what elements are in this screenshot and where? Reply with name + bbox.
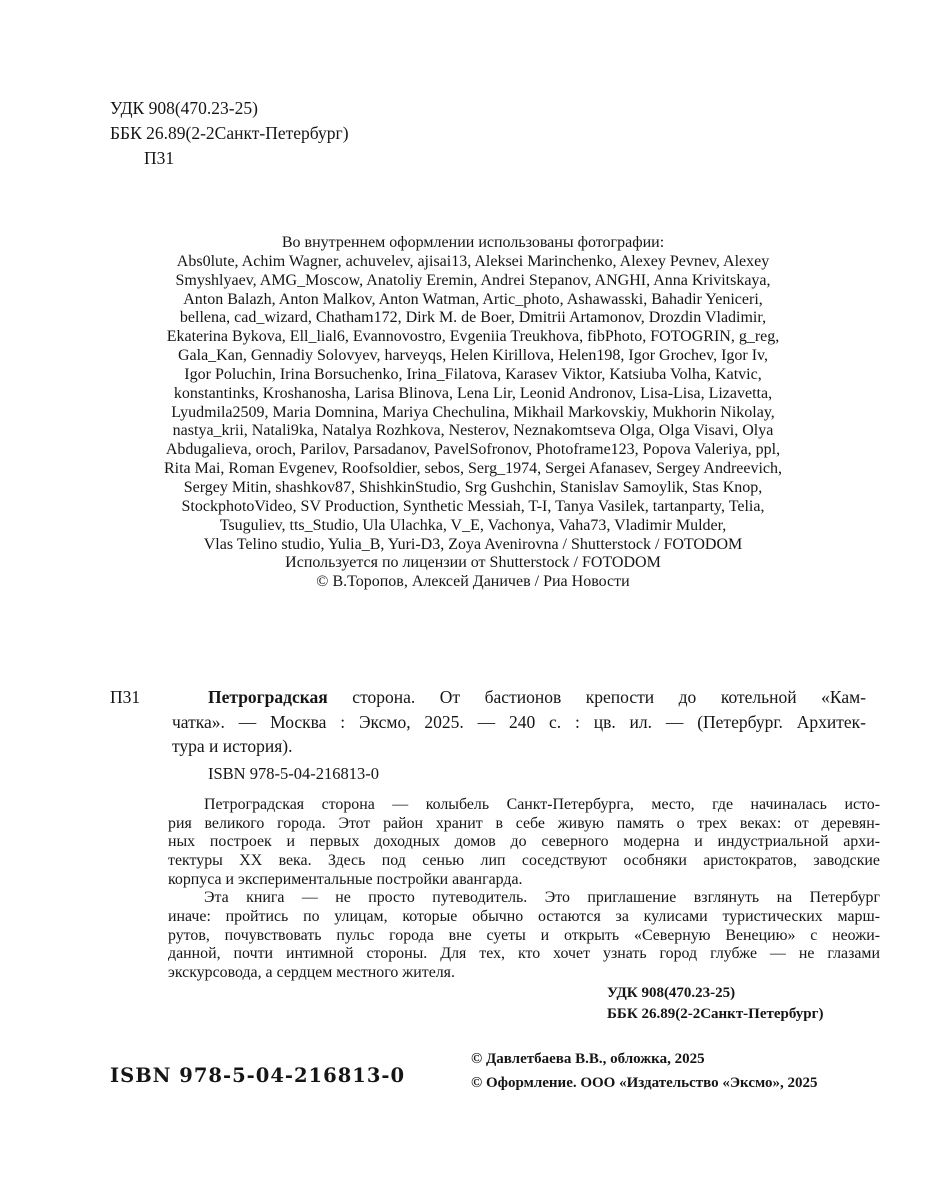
credits-line: Smyshlyaev, AMG_Moscow, Anatoliy Eremin, Andrei Stepanov, ANGHI, Anna Krivitskaya, (175, 271, 771, 289)
credits-line: Igor Poluchin, Irina Borsuchenko, Irina_Filatova, Karasev Viktor, Katsiuba Volha, Katvic, (184, 365, 762, 383)
annotation-line: корпуса и экспериментальные постройки авангарда. (168, 870, 523, 888)
annotation-line: рия великого города. Этот район хранит в себе живую память о трех веках: от деревян- (168, 814, 880, 832)
credits-line: Sergey Mitin, shashkov87, ShishkinStudio, Srg Gushchin, Stanislav Samoylik, Stas Knop, (183, 478, 763, 496)
credits-line: Abdugalieva, oroch, Parilov, Parsadanov, PavelSofronov, Photoframe123, Popova Valeriya, ppl, (165, 441, 781, 459)
credits-line: bellena, cad_wizard, Chatham172, Dirk M. de Boer, Dmitrii Artamonov, Drozdin Vladimir, (179, 309, 767, 327)
bibliographic-entry (110, 685, 866, 759)
entry-line-3: тура и история). (172, 736, 293, 757)
credits-line: Rita Mai, Roman Evgenev, Roofsoldier, sebos, Serg_1974, Sergei Afanasev, Sergey Andreevich, (163, 460, 783, 478)
entry-line-1 (172, 685, 866, 710)
credits-line: Abs0lute, Achim Wagner, achuvelev, ajisai13, Aleksei Marinchenko, Alexey Pevnev, Alexey (176, 252, 770, 270)
annotation-line: Петроградская сторона — колыбель Санкт-Петербурга, место, где начиналась исто- (204, 796, 880, 813)
annotation-block (168, 796, 880, 983)
credits-line: Gala_Kan, Gennadiy Solovyev, harveyqs, Helen Kirillova, Helen198, Igor Grochev, Igor Iv, (177, 347, 769, 365)
footer-isbn: ISBN 978-5-04-216813-0 (110, 1064, 406, 1087)
cataloguing-block (110, 96, 349, 171)
credits-heading: Во внутреннем оформлении использованы фотографии: (281, 234, 665, 251)
annotation-line: Эта книга — не просто путеводитель. Это приглашение взглянуть на Петербург (204, 889, 880, 907)
copyright-cover-line: © Давлетбаева В.В., обложка, 2025 (471, 1051, 705, 1067)
credits-copyright-line: © В.Торопов, Алексей Даничев / Риа Новости (316, 573, 630, 591)
annotation-line: данной, почти интимной стороны. Для тех, кто хочет узнать город глубже — не глазами (168, 945, 880, 963)
credits-line: Anton Balazh, Anton Malkov, Anton Watman, Artic_photo, Ashawasski, Bahadir Yeniceri, (183, 290, 763, 308)
entry-line-2: чатка». — Москва : Эксмо, 2025. — 240 с. : цв. ил. — (Петербург. Архитек- (172, 711, 866, 732)
book-title: Петроградская (208, 687, 328, 707)
cataloguing-block-bottom (607, 983, 823, 1024)
copyright-design-line: © Оформление. ООО «Издательство «Эксмо», 2025 (471, 1074, 818, 1091)
bbk-line: ББК 26.89(2-2Санкт-Петербург) (110, 123, 349, 143)
bbk-line-bottom: ББК 26.89(2-2Санкт-Петербург) (607, 1005, 824, 1022)
annotation-line: ных построек и первых доходных домов до северного модерна и индустриальной архи- (168, 833, 880, 851)
entry-line-1-rest: сторона. От бастионов крепости до котельной «Кам- (327, 687, 866, 707)
isbn-entry: ISBN 978-5-04-216813-0 (208, 764, 379, 783)
credits-line: Ekaterina Bykova, Ell_lial6, Evannovostro, Evgeniia Treukhova, fibPhoto, FOTOGRIN, g_reg, (166, 328, 780, 346)
annotation-paragraph-2 (168, 889, 880, 982)
photo-credits-block (78, 234, 868, 592)
author-sign-code: П31 (144, 148, 175, 168)
udk-line: УДК 908(470.23-25) (110, 98, 258, 118)
credits-line: Tsuguliev, tts_Studio, Ula Ulachka, V_E, Vachonya, Vaha73, Vladimir Mulder, (219, 516, 727, 534)
annotation-paragraph-1 (168, 796, 880, 889)
entry-author-sign: П31 (110, 687, 141, 707)
annotation-line: рутов, почувствовать пульс города вне суеты и открыть «Северную Венецию» с неожи- (168, 926, 880, 944)
annotation-line: экскурсовода, а сердцем местного жителя. (168, 963, 455, 981)
credits-line: StockphotoVideo, SV Production, Synthetic Messiah, T-I, Tanya Vasilek, tartanparty, Telia, (181, 497, 765, 515)
annotation-line: иначе: пройтись по улицам, которые обычно остаются за кулисами туристических марш- (168, 907, 880, 925)
credits-line: nastya_krii, Natali9ka, Natalya Rozhkova, Nesterov, Neznakomtseva Olga, Olga Visavi, Olya (172, 422, 774, 440)
annotation-line: тектуры XX века. Здесь под сенью лип соседствуют особняки аристократов, заводские (168, 851, 880, 869)
udk-line-bottom: УДК 908(470.23-25) (607, 985, 736, 1001)
footer-copyrights (471, 1048, 818, 1095)
credits-line: Vlas Telino studio, Yulia_B, Yuri-D3, Zoya Avenirovna / Shutterstock / FOTODOM (203, 535, 743, 553)
credits-license-line: Используется по лицензии от Shutterstock / FOTODOM (285, 554, 661, 572)
credits-line: konstantinks, Kroshanosha, Larisa Blinova, Lena Lir, Leonid Andronov, Lisa-Lisa, Lizavetta, (173, 384, 773, 402)
credits-line: Lyudmila2509, Maria Domnina, Mariya Chechulina, Mikhail Markovskiy, Mukhorin Nikolay, (171, 403, 775, 421)
